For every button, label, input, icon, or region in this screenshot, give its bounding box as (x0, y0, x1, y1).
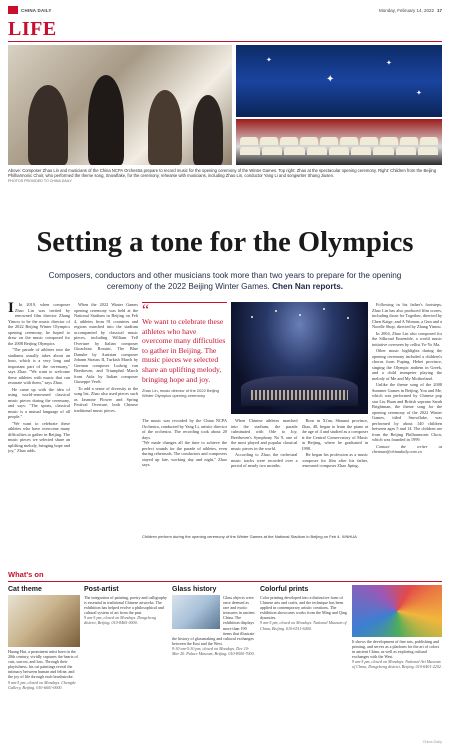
deck-text: Composers, conductors and other musicians took more than two years to prepare for the opening ceremony of the 2022 Beijing Winter Games. (48, 271, 402, 291)
quote-mark-icon: “ (142, 302, 150, 319)
event-post-artist (84, 585, 168, 740)
event-heading: Post-artist (84, 586, 119, 593)
stage-light (299, 314, 301, 316)
deck (40, 270, 410, 292)
photo-credit: PHOTOS PROVIDED TO CHINA DAILY (8, 179, 72, 184)
event-text: Color printing developed into a distinctive form of Chinese arts and crafts, and the technique has been applied in contemporary artistic creations. The exhibition showcases works from the Ming and Qing dynasties. (260, 595, 347, 621)
paragraph: Following in his father's footsteps, Zhao Lin has also produced film scores, including those for Together, directed by Chen Kaige, and A Woman, a Gun and a Noodle Shop, directed by Zhang Yimou. (372, 302, 442, 329)
photo-caption-text: Above: Composer Zhao Lin and musicians of the China NCPA Orchestra prepare to record music for the opening ceremony of the Winter Games. Top right: Zhao at the spectacular opening ceremony. Right: Children from the Beijing Philharmonic Choir, who performed the theme song, Snowflake, for the ceremony, rehearse with musicians, including Zhao Lin, conductor Yang Li and songwriter Shang Jiusen. (8, 168, 437, 179)
paragraph: Unlike the theme song of the 2008 Summer Games in Beijing, You and Me, which was performed by Chinese pop star Liu Huan and British soprano Sarah Brightman, the theme song for the opening ceremony of the 2022 Winter Games, titled Snowflake, was performed by about 140 children between ages 5 and 14. The children are from the Beijing Philharmonic Choir, which was founded in 1999. (372, 382, 442, 442)
paragraph: In 2004, Zhao Lin also composed for the Silkroad Ensemble, a world music initiative overseen by cellist Yo-Yo Ma. (372, 330, 442, 347)
footer-mark: China Daily (422, 740, 442, 744)
article-column-b (302, 418, 369, 564)
event-heading: Colorful prints (260, 586, 309, 593)
snowflake-icon: ✦ (326, 74, 335, 85)
paper-name: CHINA DAILY (21, 7, 52, 13)
section-title: LIFE (8, 18, 57, 40)
event-heading: Glass history (172, 586, 217, 593)
event-venue: 9 am-5 pm, closed on Mondays. National Museum of China, Beijing. 010-6511-6400. (260, 620, 347, 631)
performers (251, 390, 348, 400)
photo-caption-mid: Children perform during the opening ceremony of the Winter Games at the National Stadium in Beijing on Feb 4. XINHUA (142, 534, 357, 539)
musician-figure (193, 95, 223, 165)
page-number: 17 (436, 7, 442, 13)
masthead (8, 4, 442, 16)
article-column-3 (372, 302, 442, 562)
event-glass-history (172, 585, 256, 740)
drop-cap: I (8, 302, 14, 316)
article-column-a (231, 418, 298, 564)
stage-light (275, 310, 277, 312)
paragraph: When the 2022 Winter Games opening ceremony was held at the National Stadium in Beijing on Feb 4, athletes from 91 countries and regions marched into the stadium accompanied by classical music pieces, including William Tell Overture by Italian composer Gioachino Rossini, The Blue Danube by Austrian composer Johann Strauss II, Turkish March by German composer Ludwig van Beethoven, and Triumphal March from Aida by Italian composer Giuseppe Verdi. (74, 302, 138, 384)
cat-painting-image (8, 595, 80, 647)
event-cat-theme (8, 585, 80, 740)
musician-figure (88, 75, 124, 165)
paragraph: Other music highlights during the opening ceremony included a children's chorus from Fuping, Hebei province, singing the Olympic anthem in Greek, and a child trumpeter playing the melody of Me and My Motherland. (372, 348, 442, 381)
photo-ceremony-performance (231, 302, 368, 414)
paragraph: "We made changes all the time to achieve the perfect sounds for the parade of athletes, even during rehearsals. The conductors and composers stayed up late, working day and night," Zhao says. (142, 440, 227, 467)
whats-on-rule (8, 581, 442, 582)
snowflake-icon: ✦ (266, 56, 272, 64)
byline: Chen Nan reports. (272, 282, 344, 291)
glass-image-wrap (172, 595, 220, 631)
event-venue: 9 am-5 pm, closed on Mondays. Dongcheng district, Beijing. 010-8465-0000. (84, 615, 157, 626)
paragraph: According to Zhao, the orchestral music tracks were recorded over a period of nearly two months. (231, 452, 298, 468)
photo-recording-session (8, 45, 232, 165)
paragraph: "We want to celebrate these athletes who have overcome many difficulties to gather in Beijing. The music pieces we selected share an uplifting melody, bringing hope and joy," Zhao adds. (8, 420, 70, 453)
article-column-2 (74, 302, 138, 564)
paragraph: Born in Xi'an, Shaanxi province, Zhao, 48, began to learn the piano at the age of 4 and studied as a composer at the Central Conservatory of Music in Beijing, where he graduated in 1998. (301, 418, 368, 451)
paragraph: To add a sense of diversity to the song list, Zhao also used pieces such as Jasmine Flower and Spring Festival Overture, both Chinese traditional music pieces. (74, 385, 138, 413)
contact-line: Contact the writer at chennan@chinadaily.com.cn (372, 443, 442, 454)
snowflake-icon: ✦ (386, 59, 392, 67)
event-colorful-prints (260, 585, 348, 740)
paragraph: He began his profession as a music composer for film after his father, renowned composer Zhao Jiping. (301, 452, 368, 468)
snowflake-icon: ✦ (416, 89, 422, 97)
pull-quote-attribution: Zhao Lin, music director of the 2022 Beijing Winter Olympics opening ceremony (142, 388, 219, 399)
glass-object-image (172, 595, 220, 629)
paragraph: The music was recorded by the China NCPA Orchestra, conducted by Yang Li, artistic director of the orchestra. The recording took about 20 days. (142, 418, 227, 440)
event-venue: 9 am-5 pm, closed on Mondays. Chengde Gallery, Beijing. 010-6601-0000. (8, 679, 76, 690)
choir-row (240, 147, 438, 155)
article-subcolumns (231, 418, 368, 564)
event-venue: 9:30 am-5:30 pm, closed on Mondays. Dec 10-Mar 20. Palace Museum, Beijing. 010-8500-7000. (172, 645, 255, 657)
photo-choir-rehearsal (236, 119, 442, 165)
article-column-mid (142, 418, 227, 530)
musician-figure (28, 85, 68, 165)
musician-figure (148, 90, 182, 165)
event-text: The integration of painting, poetry and calligraphy is essential in traditional Chinese artworks. The exhibition has helped evolve a philosophical and cultural system of art from the past. (84, 595, 167, 616)
paragraph: When Chinese athletes marched into the stadium, the parade culminated with Ode to Joy, Beethoven's Symphony No 9, one of the most played and popular classical music pieces in the world. (231, 418, 298, 451)
whats-on-title: What's on (8, 570, 44, 579)
event-prints-continued (352, 585, 442, 740)
issue-date: Monday, February 14, 2022 (379, 7, 434, 13)
event-venue: 9 am-5 pm, closed on Mondays. National Art Museum of China, Dongcheng district, Beijing. 010-6401-2252. (352, 659, 442, 670)
stage-light (323, 308, 325, 310)
paragraph: He came up with the idea of using world-renowned classical music pieces during the ceremony, and says: "The sports, classical music is a mutual language of all people." (8, 386, 70, 419)
stage-light (347, 317, 349, 319)
pull-quote (142, 302, 227, 414)
choir-row (240, 137, 438, 145)
headline: Setting a tone for the Olympics (36, 227, 414, 258)
article-column-1 (8, 302, 70, 564)
section-rule (8, 41, 442, 42)
event-text: It shows the development of fine arts, publishing and printing, and serves as a platform for the art of colors in ancient China, as well as exploring cultural exchanges with the West. (352, 639, 440, 660)
color-print-image (352, 585, 442, 637)
event-text: Huang Hui, a prominent artist born in the 20th century, vividly captures the hearts of cats, sorrow, and loss. Through their playfulness, his cat paintings reveal the intimacy between human and feline, and the joy of life through each brushstroke. (8, 649, 78, 680)
paragraph: In 2019, when composer Zhao Lin was invited by renowned film director Zhang Yimou to be the music director of the 2022 Beijing Winter Olympics opening ceremony, he hoped to draw on the music composed for the 2008 Beijing Olympics. (8, 302, 70, 346)
event-heading: Cat theme (8, 586, 42, 593)
photo-opening-ceremony (236, 45, 442, 117)
event-text: Glass objects were once deemed as rare and exotic treasures in ancient China. The exhibition displays more than 190 items that illustrate the history of glassmaking and cultural exchanges between the East and the West. (172, 595, 255, 646)
paragraph: "The parade of athletes into the stadiums usually takes about an hour, which is a very long and important part of the ceremony," says Zhao. "We want to welcome these athletes with music that can resonate with them," says Zhao. (8, 347, 70, 385)
photo-caption (8, 168, 442, 185)
stage-light (251, 316, 253, 318)
paper-logo-icon (8, 6, 18, 14)
pull-quote-text: We want to celebrate these athletes who have overcome many difficulties to gather in Beijing. The music pieces we selected share an uplifting melody, bringing hope and joy. (142, 317, 226, 384)
